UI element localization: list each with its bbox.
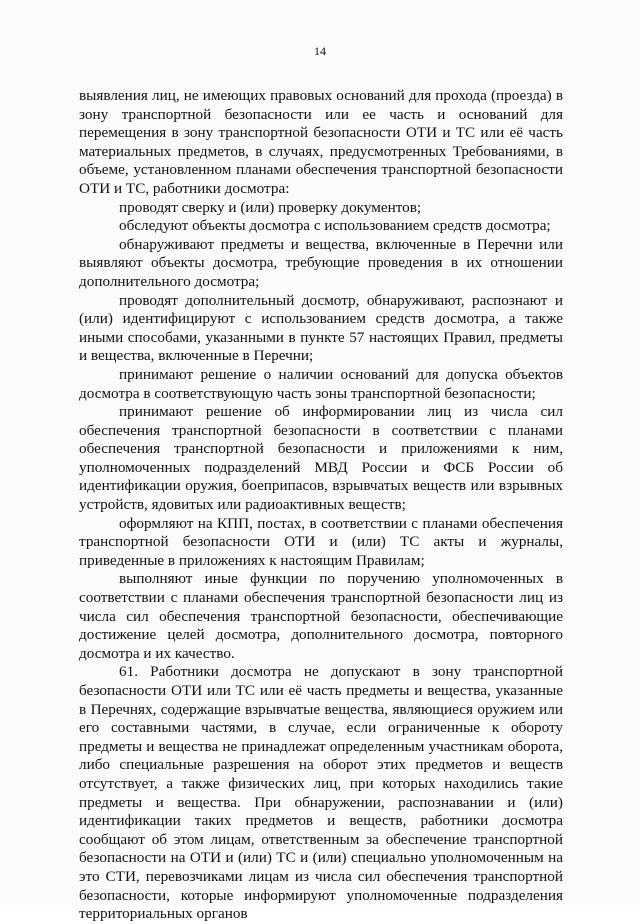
- paragraph-item: выполняют иные функции по поручению уполномоченных в соответствии с планами обеспечения транспортной безопасности лиц из числа сил обеспечения транспортной безопасности, обеспечивающие достижение целей досмотра, дополнительного досмотра, повторного досмотра и их качество.: [79, 570, 563, 662]
- page-number: 14: [314, 44, 326, 58]
- paragraph-continuation: выявления лиц, не имеющих правовых оснований для прохода (проезда) в зону транспортной безопасности или ее часть и оснований для перемещения в зону транспортной безопасности ОТИ и ТС или её часть материальных предметов, в случаях, предусмотренных Требованиями, в объеме, установленном планами обеспечения транспортной безопасности ОТИ и ТС, работники досмотра:: [79, 87, 563, 197]
- paragraph-item: принимают решение об информировании лиц из числа сил обеспечения транспортной безопасности в соответствии с планами обеспечения транспортной безопасности и приложениями к ним, уполномоченных подразделений МВД России и ФСБ России об идентификации оружия, боеприпасов, взрывчатых веществ или взрывных устройств, ядовитых или радиоактивных веществ;: [79, 403, 563, 514]
- paragraph-item: оформляют на КПП, постах, в соответствии с планами обеспечения транспортной безопасности ОТИ и (или) ТС акты и журналы, приведенные в приложениях к настоящим Правилам;: [79, 514, 563, 569]
- document-body: [79, 87, 563, 924]
- paragraph-item: обнаруживают предметы и вещества, включенные в Перечни или выявляют объекты досмотра, требующие проведения в их отношении дополнительного досмотра;: [79, 235, 563, 290]
- paragraph-item: проводят дополнительный досмотр, обнаруживают, распознают и (или) идентифицируют с использованием средств досмотра, а также иными способами, указанными в пункте 57 настоящих Правил, предметы и вещества, включенные в Перечни;: [79, 291, 563, 365]
- paragraph-item: проводят сверку и (или) проверку документов;: [119, 198, 422, 216]
- paragraph-item: принимают решение о наличии оснований для допуска объектов досмотра в соответствующую часть зоны транспортной безопасности;: [79, 365, 563, 402]
- paragraph-item: обследуют объекты досмотра с использованием средств досмотра;: [119, 217, 551, 235]
- paragraph-section-61: 61. Работники досмотра не допускают в зону транспортной безопасности ОТИ или ТС или её часть предметы и вещества, указанные в Перечнях, содержащие взрывчатые вещества, являющиеся оружием или его составными частями, в случае, если ограниченные к обороту предметы и вещества не принадлежат определенным участникам оборота, либо специальные разрешения на оборот этих предметов и веществ отсутствует, а также физических лиц, при которых находились такие предметы и вещества. При обнаружении, распознавании и (или) идентификации таких предметов и веществ, работники досмотра сообщают об этом лицам, ответственным за обеспечение транспортной безопасности на ОТИ и (или) ТС и (или) специально уполномоченным на это СТИ, перевозчиками лицам из числа сил обеспечения транспортной безопасности, которые информируют уполномоченные подразделения территориальных органов: [79, 663, 563, 923]
